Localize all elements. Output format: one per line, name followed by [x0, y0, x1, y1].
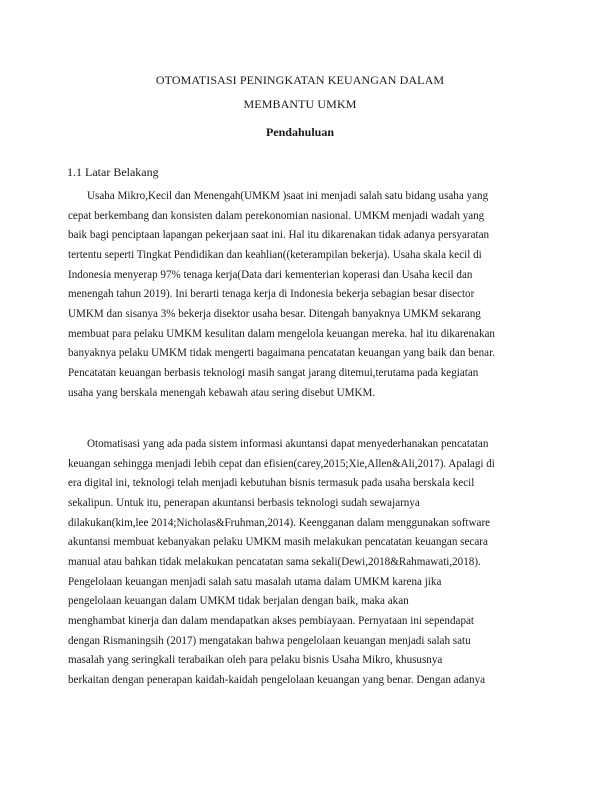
paragraph-line: tertentu seperti Tingkat Pendidikan dan keahlian((keterampilan bekerja). Usaha skala kecil di — [68, 248, 482, 261]
section-heading: Pendahuluan — [265, 125, 335, 139]
paragraph-1 — [68, 187, 530, 403]
paragraph-line: Pencatatan keuangan berbasis teknologi masih sangat jarang ditemui,terutama pada kegiatan — [68, 366, 479, 379]
paragraph-line: manual atau bahkan tidak melakukan pencatatan sama sekali(Dewi,2018&Rahmawati,2018). — [68, 555, 481, 568]
paragraph-line: akuntansi membuat kebanyakan pelaku UMKM masih melakukan pencatatan keuangan secara — [68, 536, 488, 549]
paragraph-2 — [68, 435, 530, 691]
paragraph-line: Usaha Mikro,Kecil dan Menengah(UMKM )saat ini menjadi salah satu bidang usaha yang — [87, 190, 489, 202]
paragraph-line: Otomatisasi yang ada pada sistem informasi akuntansi dapat menyederhanakan pencatatan — [87, 438, 489, 450]
subsection-heading: 1.1 Latar Belakang — [67, 165, 159, 179]
paragraph-line: berkaitan dengan penerapan kaidah-kaidah pengelolaan keuangan yang benar. Dengan adanya — [68, 673, 486, 686]
paragraph-line: baik bagi penciptaan lapangan pekerjaan saat ini. Hal itu dikarenakan tidak adanya persyaratan — [68, 229, 490, 242]
paragraph-line: UMKM dan sisanya 3% bekerja disektor usaha besar. Ditengah banyaknya UMKM sekarang — [68, 307, 481, 320]
paragraph-line: menghambat kinerja dan dalam mendapatkan akses pembiayaan. Pernyataan ini sependapat — [68, 614, 474, 627]
paragraph-line: menengah tahun 2019). Ini berarti tenaga kerja di Indonesia bekerja sebagian besar disector — [68, 288, 475, 301]
paragraph-line: era digital ini, teknologi telah menjadi kebutuhan bisnis termasuk pada usaha berskala kecil — [68, 477, 475, 490]
paragraph-line: cepat berkembang dan konsisten dalam perekonomian nasional. UMKM menjadi wadah yang — [68, 209, 485, 222]
paragraph-line: masalah yang seringkali terabaikan oleh para pelaku bisnis Usaha Mikro, khususnya — [68, 654, 443, 667]
paragraph-line: dengan Rismaningsih (2017) mengatakan bahwa pengelolaan keuangan menjadi salah satu — [68, 634, 471, 647]
document-title-line-2: MEMBANTU UMKM — [243, 97, 357, 111]
paragraph-line: Indonesia menyerap 97% tenaga kerja(Data dari kementerian koperasi dan Usaha kecil dan — [68, 268, 473, 281]
paragraph-line: dilakukan(kim,lee 2014;Nicholas&Fruhman,2014). Keengganan dalam menggunakan software — [68, 516, 491, 529]
paragraph-line: keuangan sehingga menjadi lebih cepat dan efisien(carey,2015;Xie,Allen&Ali,2017). Apalagi di — [68, 457, 495, 470]
paragraph-line: usaha yang berskala menengah kebawah atau sering disebut UMKM. — [68, 386, 376, 399]
paragraph-line: pengelolaan keuangan dalam UMKM tidak berjalan dengan baik, maka akan — [68, 595, 409, 608]
paragraph-line: sekalipun. Untuk itu, penerapan akuntansi berbasis teknologi sudah sewajarnya — [68, 496, 420, 509]
document-title-line-1: OTOMATISASI PENINGKATAN KEUANGAN DALAM — [155, 73, 445, 87]
paragraph-line: Pengelolaan keuangan menjadi salah satu masalah utama dalam UMKM karena jika — [68, 575, 442, 588]
paragraph-line: banyaknya pelaku UMKM tidak mengerti bagaimana pencatatan keuangan yang baik dan benar. — [68, 347, 495, 360]
paragraph-line: membuat para pelaku UMKM kesulitan dalam mengelola keuangan mereka. hal itu dikarenakan — [68, 327, 495, 340]
